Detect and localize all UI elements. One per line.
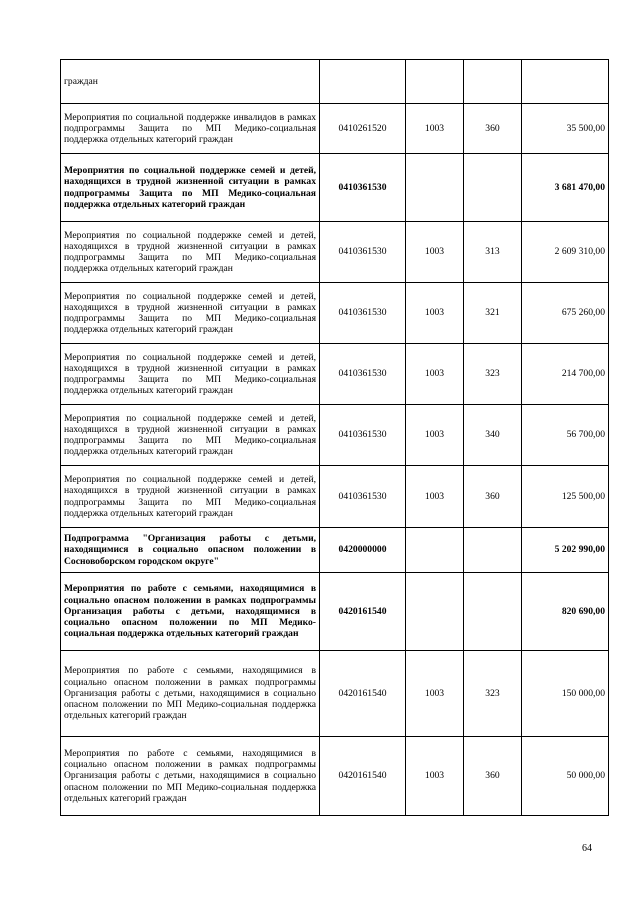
table-row xyxy=(61,344,609,405)
row-amount: 56 700,00 xyxy=(522,405,609,466)
row-code xyxy=(320,60,406,104)
row-name: Мероприятия по социальной поддержке семей и детей, находящихся в трудной жизненной ситуации в рамках подпрограммы Защита по МП Медико-социальная поддержка отдельных категорий граждан xyxy=(61,405,320,466)
row-name: Мероприятия по социальной поддержке семей и детей, находящихся в трудной жизненной ситуации в рамках подпрограммы Защита по МП Медико-социальная поддержка отдельных категорий граждан xyxy=(61,466,320,528)
row-name: Мероприятия по социальной поддержке инвалидов в рамках подпрограммы Защита по МП Медико-социальная поддержка отдельных категорий граждан xyxy=(61,104,320,154)
row-section: 1003 xyxy=(406,405,464,466)
table-row xyxy=(61,573,609,651)
row-amount: 2 609 310,00 xyxy=(522,222,609,283)
row-code: 0420000000 xyxy=(320,528,406,573)
row-section: 1003 xyxy=(406,344,464,405)
row-code: 0420161540 xyxy=(320,651,406,737)
row-type: 360 xyxy=(464,737,522,816)
row-code: 0410361530 xyxy=(320,154,406,222)
row-section: 1003 xyxy=(406,466,464,528)
row-amount: 820 690,00 xyxy=(522,573,609,651)
row-section: 1003 xyxy=(406,651,464,737)
row-name: Мероприятия по социальной поддержке семей и детей, находящихся в трудной жизненной ситуации в рамках подпрограммы Защита по МП Медико-социальная поддержка отдельных категорий граждан xyxy=(61,222,320,283)
row-name: граждан xyxy=(61,60,320,104)
table-row xyxy=(61,222,609,283)
row-amount xyxy=(522,60,609,104)
table-row xyxy=(61,283,609,344)
row-name: Подпрограмма "Организация работы с детьми, находящимися в социально опасном положении в Сосновоборском городском округе" xyxy=(61,528,320,573)
table-row xyxy=(61,651,609,737)
row-section xyxy=(406,60,464,104)
table-row xyxy=(61,466,609,528)
row-type xyxy=(464,154,522,222)
row-section xyxy=(406,154,464,222)
row-amount: 675 260,00 xyxy=(522,283,609,344)
row-code: 0410261520 xyxy=(320,104,406,154)
table-row xyxy=(61,104,609,154)
row-type: 360 xyxy=(464,466,522,528)
table-row xyxy=(61,60,609,104)
row-name: Мероприятия по социальной поддержке семей и детей, находящихся в трудной жизненной ситуации в рамках подпрограммы Защита по МП Медико-социальная поддержка отдельных категорий граждан xyxy=(61,154,320,222)
row-name: Мероприятия по работе с семьями, находящимися в социально опасном положении в рамках подпрограммы Организация работы с детьми, находящимися в социально опасном положении по МП Медико-социальная поддержка отдельных категорий граждан xyxy=(61,651,320,737)
row-type: 340 xyxy=(464,405,522,466)
row-section: 1003 xyxy=(406,222,464,283)
row-code: 0410361530 xyxy=(320,466,406,528)
table-row xyxy=(61,737,609,816)
row-name: Мероприятия по работе с семьями, находящимися в социально опасном положении в рамках подпрограммы Организация работы с детьми, находящимися в социально опасном положении по МП Медико-социальная поддержка отдельных категорий граждан xyxy=(61,737,320,816)
row-amount: 50 000,00 xyxy=(522,737,609,816)
row-type: 323 xyxy=(464,651,522,737)
row-code: 0410361530 xyxy=(320,344,406,405)
row-type: 313 xyxy=(464,222,522,283)
row-type xyxy=(464,528,522,573)
row-amount: 3 681 470,00 xyxy=(522,154,609,222)
row-code: 0420161540 xyxy=(320,737,406,816)
row-name: Мероприятия по социальной поддержке семей и детей, находящихся в трудной жизненной ситуации в рамках подпрограммы Защита по МП Медико-социальная поддержка отдельных категорий граждан xyxy=(61,344,320,405)
row-type: 321 xyxy=(464,283,522,344)
row-type: 360 xyxy=(464,104,522,154)
row-name: Мероприятия по социальной поддержке семей и детей, находящихся в трудной жизненной ситуации в рамках подпрограммы Защита по МП Медико-социальная поддержка отдельных категорий граждан xyxy=(61,283,320,344)
budget-table xyxy=(60,59,609,816)
row-type xyxy=(464,60,522,104)
budget-table-body xyxy=(61,60,609,816)
row-section xyxy=(406,573,464,651)
row-amount: 5 202 990,00 xyxy=(522,528,609,573)
table-row xyxy=(61,405,609,466)
row-code: 0410361530 xyxy=(320,283,406,344)
row-name: Мероприятия по работе с семьями, находящимися в социально опасном положении в рамках подпрограммы Организация работы с детьми, находящимися в социально опасном положении по МП Медико-социальная поддержка отдельных категорий граждан xyxy=(61,573,320,651)
row-code: 0410361530 xyxy=(320,405,406,466)
row-section: 1003 xyxy=(406,737,464,816)
row-type: 323 xyxy=(464,344,522,405)
row-type xyxy=(464,573,522,651)
row-amount: 214 700,00 xyxy=(522,344,609,405)
row-code: 0420161540 xyxy=(320,573,406,651)
row-amount: 35 500,00 xyxy=(522,104,609,154)
row-amount: 150 000,00 xyxy=(522,651,609,737)
row-amount: 125 500,00 xyxy=(522,466,609,528)
row-section xyxy=(406,528,464,573)
page-number: 64 xyxy=(582,843,592,854)
table-row xyxy=(61,528,609,573)
row-section: 1003 xyxy=(406,104,464,154)
table-row xyxy=(61,154,609,222)
row-section: 1003 xyxy=(406,283,464,344)
row-code: 0410361530 xyxy=(320,222,406,283)
